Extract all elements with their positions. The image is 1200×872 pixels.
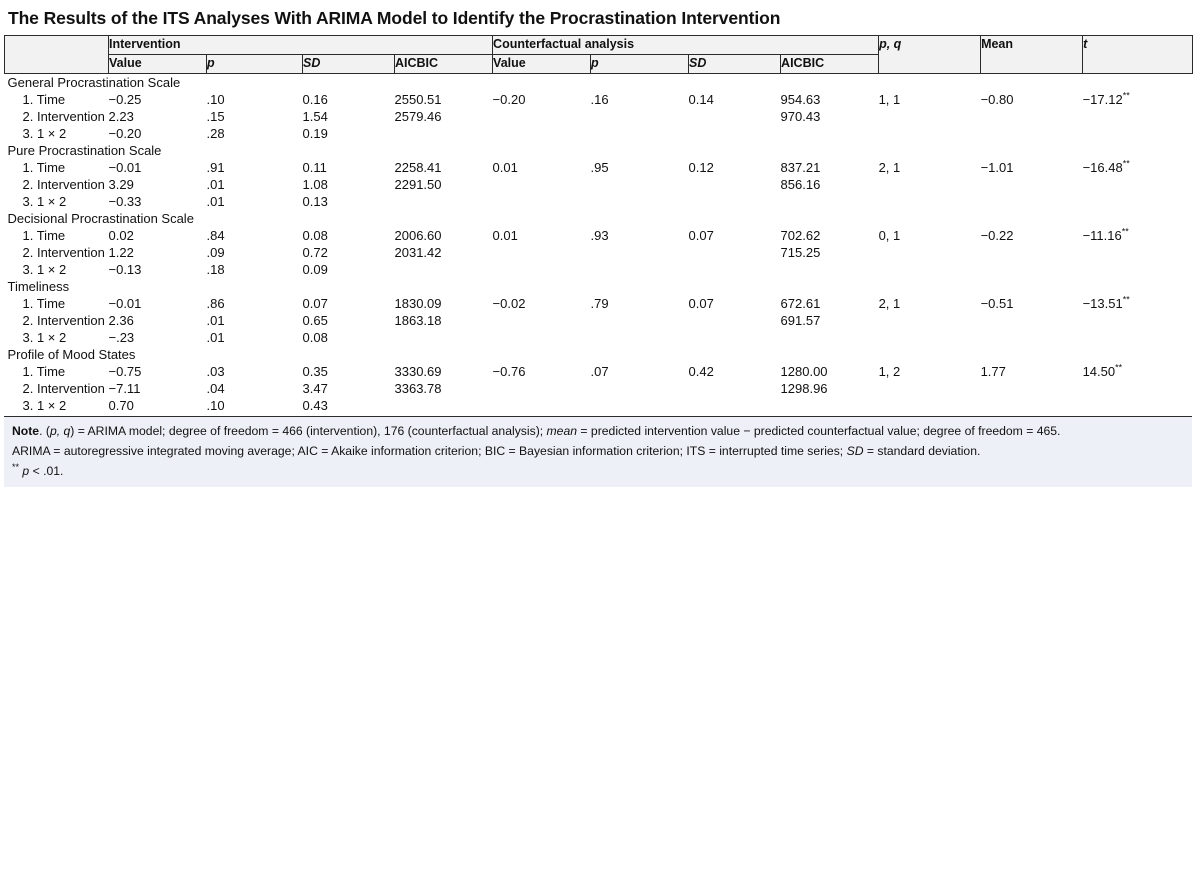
cell-t-significance: ** xyxy=(1122,158,1130,169)
cell-p: .18 xyxy=(206,262,225,277)
cell-value: −7.11 xyxy=(108,381,141,396)
cell-aicbic: 2006.60 xyxy=(394,228,442,243)
cell-pq xyxy=(879,380,981,397)
cell-t xyxy=(1083,312,1193,329)
cell-pq xyxy=(879,176,981,193)
cell-cf-value xyxy=(493,312,591,329)
cell-sd: 0.09 xyxy=(302,262,328,277)
cell-cf-value xyxy=(493,108,591,125)
cell-mean: −0.51 xyxy=(980,296,1014,311)
note-line1-b: ) = ARIMA model; degree of freedom = 466 (intervention), 176 (counterfactual analysis); xyxy=(70,424,547,438)
cell-mean xyxy=(981,397,1083,414)
note-line1-a: . ( xyxy=(39,424,50,438)
table-row xyxy=(5,244,1193,261)
cell-t xyxy=(1083,91,1193,108)
note-line2-b: = standard deviation. xyxy=(863,444,981,458)
cell-t-significance: ** xyxy=(1122,90,1130,101)
table-row xyxy=(5,380,1193,397)
cell-aicbic xyxy=(395,397,493,414)
cell-sd: 3.47 xyxy=(302,381,328,396)
section-title-row xyxy=(5,210,1193,227)
cell-value: −0.13 xyxy=(108,262,142,277)
cell-cf-sd xyxy=(689,125,781,142)
header-sub-p: p xyxy=(207,55,303,74)
cell-cf-sd xyxy=(689,244,781,261)
cell-sd: 0.65 xyxy=(302,313,328,328)
cell-cf-aicbic: 1280.00 xyxy=(780,364,828,379)
header-mean: Mean xyxy=(981,36,1083,55)
cell-cf-p: .79 xyxy=(590,296,609,311)
section-name: Pure Procrastination Scale xyxy=(7,143,162,158)
cell-pq xyxy=(879,397,981,414)
cell-p: .01 xyxy=(206,313,225,328)
cell-pq: 0, 1 xyxy=(878,228,901,243)
cell-cf-sd xyxy=(689,261,781,278)
cell-aicbic: 3363.78 xyxy=(394,381,442,396)
cell-aicbic: 2550.51 xyxy=(394,92,442,107)
cell-cf-p xyxy=(591,261,689,278)
cell-aicbic: 1830.09 xyxy=(394,296,442,311)
cell-t-value: 14.50 xyxy=(1082,364,1116,379)
cell-t xyxy=(1083,176,1193,193)
cell-mean: −0.22 xyxy=(980,228,1014,243)
cell-value: −0.01 xyxy=(108,160,142,175)
cell-t-significance: ** xyxy=(1115,362,1123,373)
results-table xyxy=(4,35,1193,414)
cell-cf-p xyxy=(591,312,689,329)
row-label: 1. Time xyxy=(22,364,66,379)
cell-cf-p xyxy=(591,329,689,346)
cell-mean xyxy=(981,193,1083,210)
cell-sd: 0.08 xyxy=(302,330,328,345)
cell-p: .03 xyxy=(206,364,225,379)
table-row xyxy=(5,227,1193,244)
cell-mean xyxy=(981,380,1083,397)
cell-pq xyxy=(879,329,981,346)
cell-value: 3.29 xyxy=(108,177,134,192)
table-row xyxy=(5,261,1193,278)
cell-cf-aicbic: 970.43 xyxy=(780,109,821,124)
cell-cf-aicbic xyxy=(781,261,879,278)
note-line3-rest: < .01. xyxy=(29,464,64,478)
cell-p: .28 xyxy=(206,126,225,141)
cell-t-value: −13.51 xyxy=(1082,296,1123,311)
cell-t xyxy=(1083,329,1193,346)
cell-value: −0.25 xyxy=(108,92,142,107)
cell-value: −0.33 xyxy=(108,194,142,209)
cell-t xyxy=(1083,125,1193,142)
cell-cf-p xyxy=(591,380,689,397)
header-group-counterfactual: Counterfactual analysis xyxy=(493,36,879,55)
cell-cf-p xyxy=(591,193,689,210)
cell-cf-value: 0.01 xyxy=(492,228,518,243)
cell-aicbic: 3330.69 xyxy=(394,364,442,379)
cell-t xyxy=(1083,159,1193,176)
section-title-row xyxy=(5,74,1193,92)
header-sub-aicbic-cf: AICBIC xyxy=(781,55,879,74)
cell-p: .15 xyxy=(206,109,225,124)
cell-t xyxy=(1083,380,1193,397)
header-pq: p, q xyxy=(879,36,981,55)
table-note xyxy=(4,416,1192,487)
section-name: Profile of Mood States xyxy=(7,347,136,362)
cell-value: 1.22 xyxy=(108,245,134,260)
table-header-group-row xyxy=(5,36,1193,55)
header-blank-cell xyxy=(5,36,109,55)
cell-mean xyxy=(981,312,1083,329)
cell-t xyxy=(1083,397,1193,414)
cell-cf-sd: 0.14 xyxy=(688,92,714,107)
cell-aicbic: 1863.18 xyxy=(394,313,442,328)
cell-mean xyxy=(981,329,1083,346)
cell-t-significance: ** xyxy=(1121,226,1129,237)
cell-t xyxy=(1083,363,1193,380)
cell-cf-value xyxy=(493,261,591,278)
cell-sd: 0.43 xyxy=(302,398,328,413)
cell-sd: 0.13 xyxy=(302,194,328,209)
cell-value: −0.20 xyxy=(108,126,142,141)
cell-cf-p: .95 xyxy=(590,160,609,175)
header-sub-aicbic: AICBIC xyxy=(395,55,493,74)
cell-t xyxy=(1083,261,1193,278)
note-line3-p: p xyxy=(22,464,30,478)
note-label: Note xyxy=(12,424,40,438)
cell-t-value: −17.12 xyxy=(1082,92,1123,107)
cell-mean: −1.01 xyxy=(980,160,1014,175)
row-label: 3. 1 × 2 xyxy=(22,330,67,345)
row-label: 2. Intervention xyxy=(22,177,105,192)
cell-mean xyxy=(981,244,1083,261)
header-sub-sd: SD xyxy=(303,55,395,74)
cell-value: −0.01 xyxy=(108,296,142,311)
cell-cf-sd: 0.42 xyxy=(688,364,714,379)
cell-aicbic xyxy=(395,329,493,346)
cell-p: .01 xyxy=(206,330,225,345)
note-line1-mean: mean xyxy=(546,424,578,438)
cell-mean: 1.77 xyxy=(980,364,1006,379)
note-line2-sd: SD xyxy=(846,444,864,458)
cell-cf-p: .07 xyxy=(590,364,609,379)
section-name: General Procrastination Scale xyxy=(7,75,181,90)
cell-cf-aicbic: 715.25 xyxy=(780,245,821,260)
cell-cf-sd xyxy=(689,193,781,210)
cell-aicbic xyxy=(395,193,493,210)
cell-pq xyxy=(879,312,981,329)
cell-cf-sd xyxy=(689,312,781,329)
cell-pq xyxy=(879,193,981,210)
header-sub-p-cf: p xyxy=(591,55,689,74)
cell-sd: 0.72 xyxy=(302,245,328,260)
cell-mean xyxy=(981,261,1083,278)
note-line1-pq: p, q xyxy=(49,424,71,438)
cell-cf-sd xyxy=(689,397,781,414)
cell-cf-value: −0.76 xyxy=(492,364,526,379)
header-group-intervention: Intervention xyxy=(109,36,493,55)
cell-mean xyxy=(981,108,1083,125)
table-row xyxy=(5,176,1193,193)
cell-cf-p xyxy=(591,244,689,261)
cell-sd: 0.07 xyxy=(302,296,328,311)
cell-t xyxy=(1083,244,1193,261)
row-label: 1. Time xyxy=(22,228,66,243)
cell-cf-aicbic: 954.63 xyxy=(780,92,821,107)
cell-p: .84 xyxy=(206,228,225,243)
section-title-row xyxy=(5,142,1193,159)
cell-cf-p: .16 xyxy=(590,92,609,107)
cell-cf-p xyxy=(591,176,689,193)
cell-cf-value: −0.02 xyxy=(492,296,526,311)
cell-sd: 0.19 xyxy=(302,126,328,141)
cell-pq: 2, 1 xyxy=(878,296,901,311)
cell-pq xyxy=(879,125,981,142)
cell-sd: 0.08 xyxy=(302,228,328,243)
cell-mean xyxy=(981,125,1083,142)
cell-pq xyxy=(879,261,981,278)
cell-cf-aicbic xyxy=(781,193,879,210)
row-label: 1. Time xyxy=(22,160,66,175)
cell-aicbic: 2031.42 xyxy=(394,245,442,260)
header-sub-blank xyxy=(5,55,109,74)
cell-sd: 0.35 xyxy=(302,364,328,379)
cell-mean xyxy=(981,176,1083,193)
cell-p: .86 xyxy=(206,296,225,311)
cell-mean: −0.80 xyxy=(980,92,1014,107)
table-row xyxy=(5,108,1193,125)
cell-sd: 1.54 xyxy=(302,109,328,124)
cell-value: 0.70 xyxy=(108,398,134,413)
cell-t-significance: ** xyxy=(1122,294,1130,305)
cell-cf-aicbic: 1298.96 xyxy=(780,381,828,396)
header-t: t xyxy=(1083,36,1193,55)
page-title: The Results of the ITS Analyses With ARIMA Model to Identify the Procrastination Intervention xyxy=(8,8,781,28)
cell-pq: 1, 2 xyxy=(878,364,901,379)
cell-t xyxy=(1083,227,1193,244)
header-sub-mean xyxy=(981,55,1083,74)
cell-cf-sd xyxy=(689,380,781,397)
cell-p: .91 xyxy=(206,160,225,175)
cell-value: −.23 xyxy=(108,330,135,345)
cell-cf-aicbic: 691.57 xyxy=(780,313,821,328)
cell-p: .09 xyxy=(206,245,225,260)
cell-value: 2.36 xyxy=(108,313,134,328)
table-row xyxy=(5,363,1193,380)
section-title-row xyxy=(5,278,1193,295)
cell-sd: 0.16 xyxy=(302,92,328,107)
cell-cf-aicbic: 856.16 xyxy=(780,177,821,192)
table-row xyxy=(5,312,1193,329)
row-label: 2. Intervention xyxy=(22,313,105,328)
cell-aicbic: 2579.46 xyxy=(394,109,442,124)
cell-p: .01 xyxy=(206,177,225,192)
cell-aicbic: 2291.50 xyxy=(394,177,442,192)
header-sub-t xyxy=(1083,55,1193,74)
cell-cf-value xyxy=(493,193,591,210)
cell-pq: 2, 1 xyxy=(878,160,901,175)
row-label: 2. Intervention xyxy=(22,109,105,124)
cell-cf-aicbic xyxy=(781,397,879,414)
cell-cf-p xyxy=(591,108,689,125)
cell-t-value: −16.48 xyxy=(1082,160,1123,175)
cell-cf-sd: 0.07 xyxy=(688,228,714,243)
cell-cf-sd xyxy=(689,108,781,125)
cell-cf-aicbic: 672.61 xyxy=(780,296,821,311)
section-name: Timeliness xyxy=(7,279,70,294)
cell-pq xyxy=(879,108,981,125)
cell-cf-aicbic xyxy=(781,329,879,346)
cell-cf-sd: 0.07 xyxy=(688,296,714,311)
cell-cf-value: −0.20 xyxy=(492,92,526,107)
cell-cf-p xyxy=(591,397,689,414)
table-row xyxy=(5,125,1193,142)
cell-cf-p: .93 xyxy=(590,228,609,243)
row-label: 3. 1 × 2 xyxy=(22,262,67,277)
section-name: Decisional Procrastination Scale xyxy=(7,211,194,226)
row-label: 3. 1 × 2 xyxy=(22,194,67,209)
header-sub-value: Value xyxy=(109,55,207,74)
cell-cf-value xyxy=(493,397,591,414)
cell-cf-sd xyxy=(689,176,781,193)
cell-aicbic xyxy=(395,125,493,142)
note-line2-a: ARIMA = autoregressive integrated moving average; AIC = Akaike information criterion; BIC = Bayesian information criterion; ITS = interrupted time series; xyxy=(12,444,847,458)
row-label: 3. 1 × 2 xyxy=(22,126,67,141)
cell-p: .10 xyxy=(206,398,225,413)
cell-aicbic: 2258.41 xyxy=(394,160,442,175)
section-title-row xyxy=(5,346,1193,363)
cell-p: .10 xyxy=(206,92,225,107)
cell-cf-value xyxy=(493,176,591,193)
cell-t-value: −11.16 xyxy=(1082,228,1122,243)
row-label: 1. Time xyxy=(22,92,66,107)
cell-cf-sd: 0.12 xyxy=(688,160,714,175)
table-row xyxy=(5,91,1193,108)
table-row xyxy=(5,159,1193,176)
note-significance-marker: ** xyxy=(12,461,20,472)
row-label: 1. Time xyxy=(22,296,66,311)
note-line-3 xyxy=(12,462,1186,480)
table-row xyxy=(5,295,1193,312)
table-header-sub-row xyxy=(5,55,1193,74)
note-line-2 xyxy=(12,442,1186,460)
table-row xyxy=(5,193,1193,210)
cell-aicbic xyxy=(395,261,493,278)
cell-t xyxy=(1083,295,1193,312)
header-sub-value-cf: Value xyxy=(493,55,591,74)
cell-sd: 1.08 xyxy=(302,177,328,192)
cell-t xyxy=(1083,193,1193,210)
cell-cf-p xyxy=(591,125,689,142)
header-sub-sd-cf: SD xyxy=(689,55,781,74)
cell-cf-value xyxy=(493,244,591,261)
cell-cf-sd xyxy=(689,329,781,346)
cell-cf-value xyxy=(493,125,591,142)
cell-sd: 0.11 xyxy=(302,160,327,175)
cell-cf-aicbic xyxy=(781,125,879,142)
note-line-1 xyxy=(12,422,1186,440)
cell-value: 2.23 xyxy=(108,109,134,124)
row-label: 2. Intervention xyxy=(22,381,105,396)
cell-cf-aicbic: 837.21 xyxy=(780,160,821,175)
cell-cf-aicbic: 702.62 xyxy=(780,228,821,243)
cell-cf-value xyxy=(493,329,591,346)
cell-pq xyxy=(879,244,981,261)
table-row xyxy=(5,397,1193,414)
table-row xyxy=(5,329,1193,346)
cell-pq: 1, 1 xyxy=(878,92,901,107)
cell-value: −0.75 xyxy=(108,364,142,379)
row-label: 3. 1 × 2 xyxy=(22,398,67,413)
cell-t xyxy=(1083,108,1193,125)
cell-p: .01 xyxy=(206,194,225,209)
header-sub-pq xyxy=(879,55,981,74)
cell-cf-value xyxy=(493,380,591,397)
cell-p: .04 xyxy=(206,381,225,396)
row-label: 2. Intervention xyxy=(22,245,105,260)
note-line1-c: = predicted intervention value − predicted counterfactual value; degree of freedom = 465. xyxy=(577,424,1061,438)
cell-value: 0.02 xyxy=(108,228,134,243)
cell-cf-value: 0.01 xyxy=(492,160,518,175)
